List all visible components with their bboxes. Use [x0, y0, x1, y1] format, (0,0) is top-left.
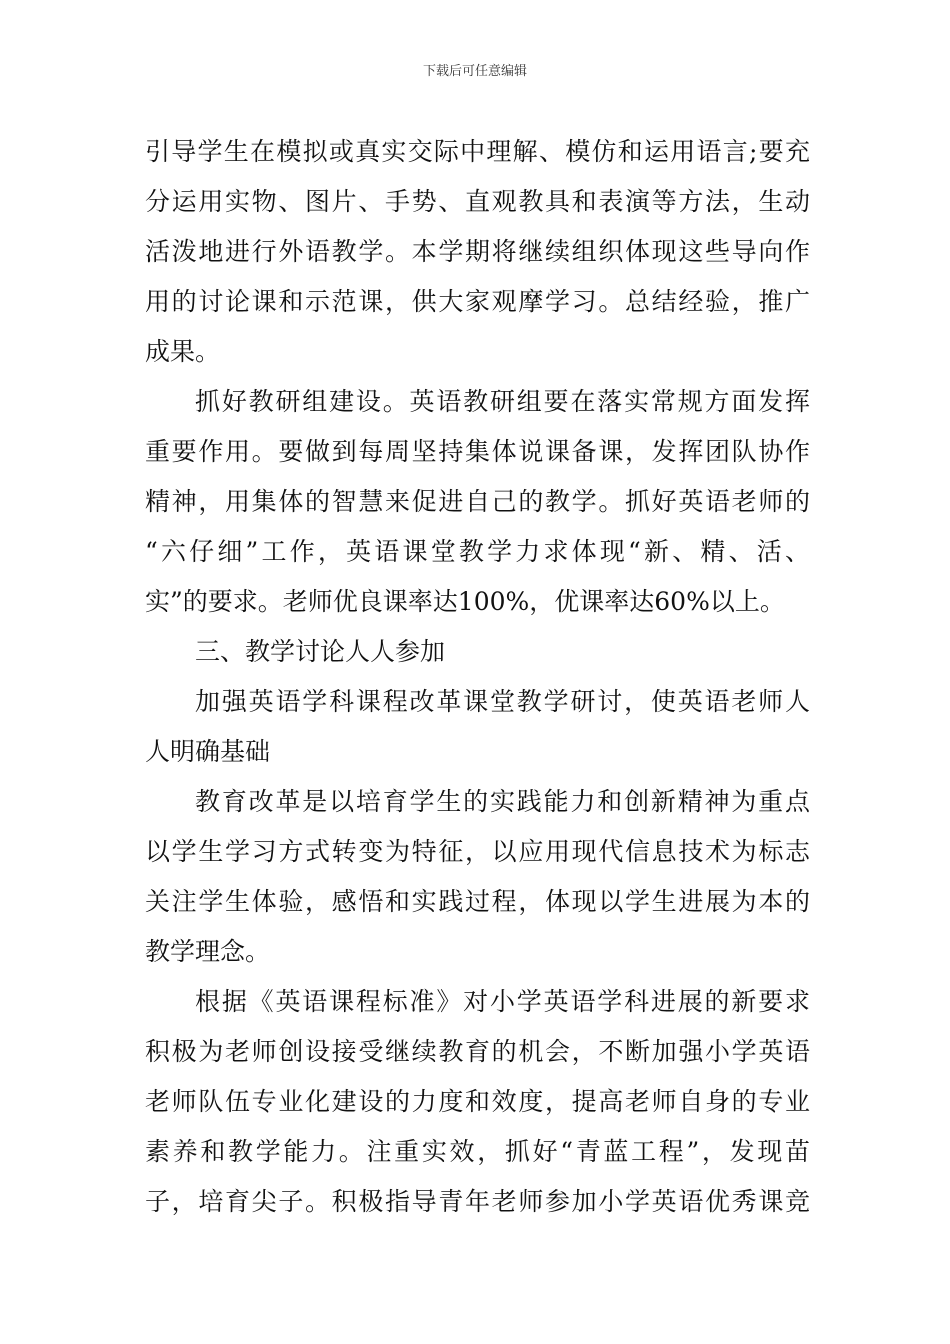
text-line: 精神，用集体的智慧来促进自己的教学。抓好英语老师的: [145, 487, 810, 516]
text-line: 教育改革是以培育学生的实践能力和创新精神为重点: [195, 787, 810, 816]
text-line: 积极为老师创设接受继续教育的机会，不断加强小学英语: [145, 1037, 810, 1066]
text-line: 根据《英语课程标准》对小学英语学科进展的新要求: [195, 987, 810, 1016]
text-line: 人明确基础: [145, 737, 271, 766]
text-line: 抓好教研组建设。英语教研组要在落实常规方面发挥: [195, 387, 810, 416]
text-line: 关注学生体验，感悟和实践过程，体现以学生进展为本的: [145, 887, 810, 916]
text-line: 实”的要求。老师优良课率达100%，优课率达60%以上。: [145, 587, 785, 616]
text-line: 活泼地进行外语教学。本学期将继续组织体现这些导向作: [145, 237, 810, 266]
text-line: 老师队伍专业化建设的力度和效度，提高老师自身的专业: [145, 1087, 810, 1116]
text-line: 子，培育尖子。积极指导青年老师参加小学英语优秀课竞: [145, 1187, 810, 1216]
document-body: [145, 127, 810, 1227]
text-line: 以学生学习方式转变为特征，以应用现代信息技术为标志: [145, 837, 810, 866]
text-line: 分运用实物、图片、手势、直观教具和表演等方法，生动: [145, 187, 810, 216]
text-line: 加强英语学科课程改革课堂教学研讨，使英语老师人: [195, 687, 810, 716]
text-line: “六仔细”工作，英语课堂教学力求体现“新、精、活、: [145, 537, 810, 566]
text-line: 成果。: [145, 337, 221, 366]
text-line: 引导学生在模拟或真实交际中理解、模仿和运用语言;要充: [145, 137, 810, 166]
text-line: 用的讨论课和示范课，供大家观摩学习。总结经验，推广: [145, 287, 810, 316]
text-line: 重要作用。要做到每周坚持集体说课备课，发挥团队协作: [145, 437, 810, 466]
section-heading: 三、教学讨论人人参加: [195, 637, 446, 666]
text-line: 教学理念。: [145, 937, 271, 966]
page-header-note: 下载后可任意编辑: [422, 64, 527, 79]
text-line: 素养和教学能力。注重实效，抓好“青蓝工程”，发现苗: [145, 1137, 810, 1166]
